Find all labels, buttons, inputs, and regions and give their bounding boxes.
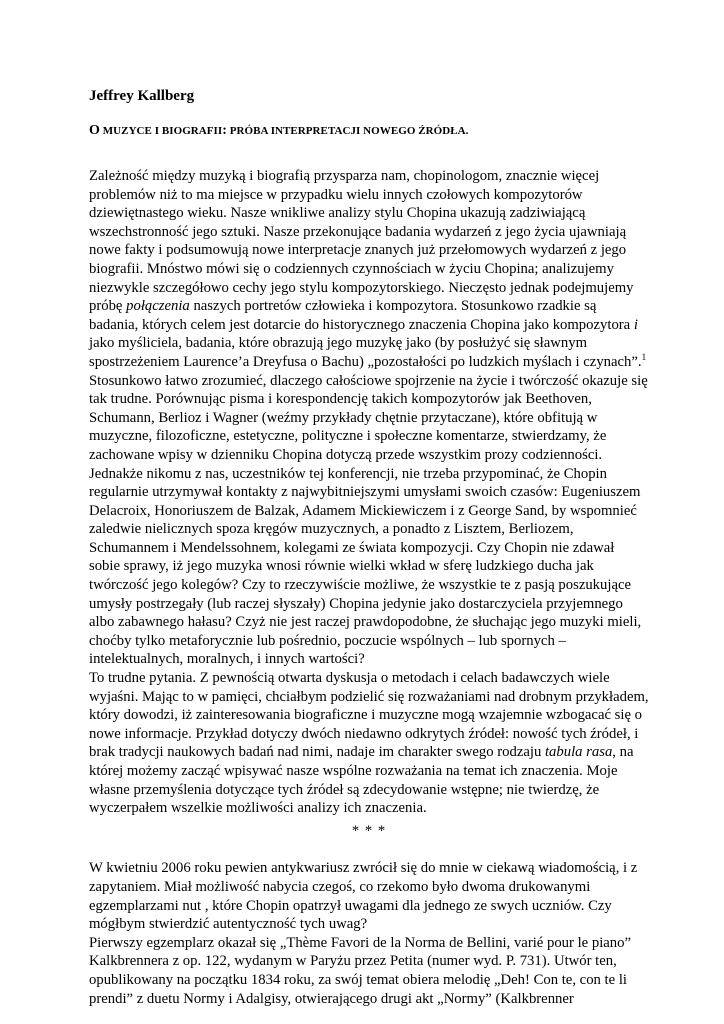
article-body [89, 167, 649, 1008]
title-colon: : [222, 123, 227, 138]
paragraph-2-text-b: , na której możemy zacząć wpisywać nasze wspólne rozważania na temat ich znaczenia. Moje własne przemyślenia dotyczące tych źródeł są zdecydowanie wstępne; nie twierdzę, że wyczerpałem wszelkie możliwości analizy ich znaczenia. [89, 744, 634, 817]
paragraph-1-emphasis-2: i [633, 316, 638, 333]
paragraph-1 [89, 167, 649, 669]
paragraph-4: Pierwszy egzemplarz okazał się „Thème Favori de la Norma de Bellini, varié pour le piano” Kalkbrennera z op. 122, wydanym w Paryżu przez Petita (numer wyd. P. 731). Utwór ten, opublikowany na początku 1834 roku, za swój temat obiera melodię „Deh! Con te, con te li prendi” z duetu Normy i Adalgisy, otwierającego drugi akt „Normy” (Kalkbrenner [89, 934, 632, 1007]
author-name: Jeffrey Kallberg [89, 88, 195, 104]
paragraph-3: W kwietniu 2006 roku pewien antykwariusz zwrócił się do mnie w ciekawą wiadomością, i z zapytaniem. Miał możliwość nabycia czegoś, co rzekomo było dwoma drukowanymi egzemplarzami nut , które Chopin opatrzył uwagami dla jednego ze swych uczniów. Czy mógłbym stwierdzić autentyczność tych uwag? [89, 860, 638, 933]
title-part-1: MUZYCE I BIOGRAFII [99, 125, 223, 137]
paragraph-1-text-c: jako myśliciela, badania, które obrazują jego muzykę jako (by posłużyć się sławnym spostrzeżeniem Laurence’a Dreyfusa o Bachu) „pozostałości po ludzkich myślach i czynach”. [89, 335, 642, 370]
title-initial: O [89, 123, 100, 138]
paragraph-1-text-d: Stosunkowo łatwo zrozumieć, dlaczego całościowe spojrzenie na życie i twórczość okazuje się tak trudne. Porównując pisma i korespondencję takich kompozytorów jak Beethoven, Schumann, Berlioz i Wagner (weźmy przykłady chętnie przytaczane), które obfitują w muzyczne, filozoficzne, estetyczne, polityczne i społeczne komentarze, stwierdzamy, że zachowane wpisy w dzienniku Chopina dotyczą przede wszystkim prozy codzienności. Jednakże nikomu z nas, uczestników tej konferencji, nie trzeba przypominać, że Chopin regularnie utrzymywał kontakty z najwybitniejszymi umysłami swoich czasów: Eugeniuszem Delacroix, Honoriuszem de Balzak, Adamem Mickiewiczem i z George Sand, by wspomnieć zaledwie nielicznych spoza kręgów muzycznych, a ponadto z Lisztem, Berliozem, Schumannem i Mendelssohnem, kolegami ze świata kompozycji. Czy Chopin nie zdawał sobie sprawy, iż jego muzyka wnosi równie wielki wkład w sferę ludzkiego ducha jak twórczość jego kolegów? Czy to rzeczywiście możliwe, że wszystkie te z pasją poszukujące umysły postrzegały (lub raczej słyszały) Chopina jedynie jako dostarczyciela przyjemnego albo zabawnego hałasu? Czyż nie jest raczej prawdopodobne, że słuchając jego muzyki mieli, choćby tylko metaforycznie lub pośrednio, poczucie wspólnych – lub spornych – intelektualnych, moralnych, i innych wartości? [89, 372, 648, 668]
footnote-marker[interactable]: 1 [641, 351, 647, 362]
title-part-2: PRÓBA INTERPRETACJI NOWEGO ŹRÓDŁA. [226, 125, 469, 137]
section-separator: * * * [351, 822, 387, 839]
paragraph-1-emphasis-1: połączenia [126, 298, 190, 315]
paragraph-2-text-a: To trudne pytania. Z pewnością otwarta dyskusja o metodach i celach badawczych wiele wyjaśni. Mając to w pamięci, chciałbym podzielić się rozważaniami nad drobnym przykładem, który dowodzi, iż zainteresowania biograficzne i muzyczne mogą wzajemnie wzbogacać się o nowe informacje. Przykład dotyczy dwóch niedawno odkrytych źródeł: nowość tych źródeł, i brak tradycji naukowych badań nad nimi, nadaje im charakter swego rodzaju [89, 670, 649, 761]
article-title [89, 124, 468, 138]
paragraph-2 [89, 669, 649, 818]
paragraph-2-emphasis: tabula rasa [544, 744, 613, 761]
paragraph-1-text-b: naszych portretów człowieka i kompozytora. Stosunkowo rzadkie są badania, których celem jest dotarcie do historycznego znaczenia Chopina jako kompozytora [89, 298, 634, 333]
paragraph-1-text-a: Zależność między muzyką i biografią przysparza nam, chopinologom, znacznie więcej problemów niż to ma miejsce w przypadku wielu innych czołowych kompozytorów dziewiętnastego wieku. Nasze wnikliwe analizy stylu Chopina ukazują zadziwiającą wszechstronność jego sztuki. Nasze przekonujące badania wydarzeń z jego życia ujawniają nowe fakty i podsumowują nowe interpretacje znanych już przełomowych wydarzeń z jego biografii. Mnóstwo mówi się o codziennych czynnościach w życiu Chopina; analizujemy niezwykle szczegółowo cechy jego stylu kompozytorskiego. Nieczęsto jednak podejmujemy próbę [89, 168, 634, 315]
